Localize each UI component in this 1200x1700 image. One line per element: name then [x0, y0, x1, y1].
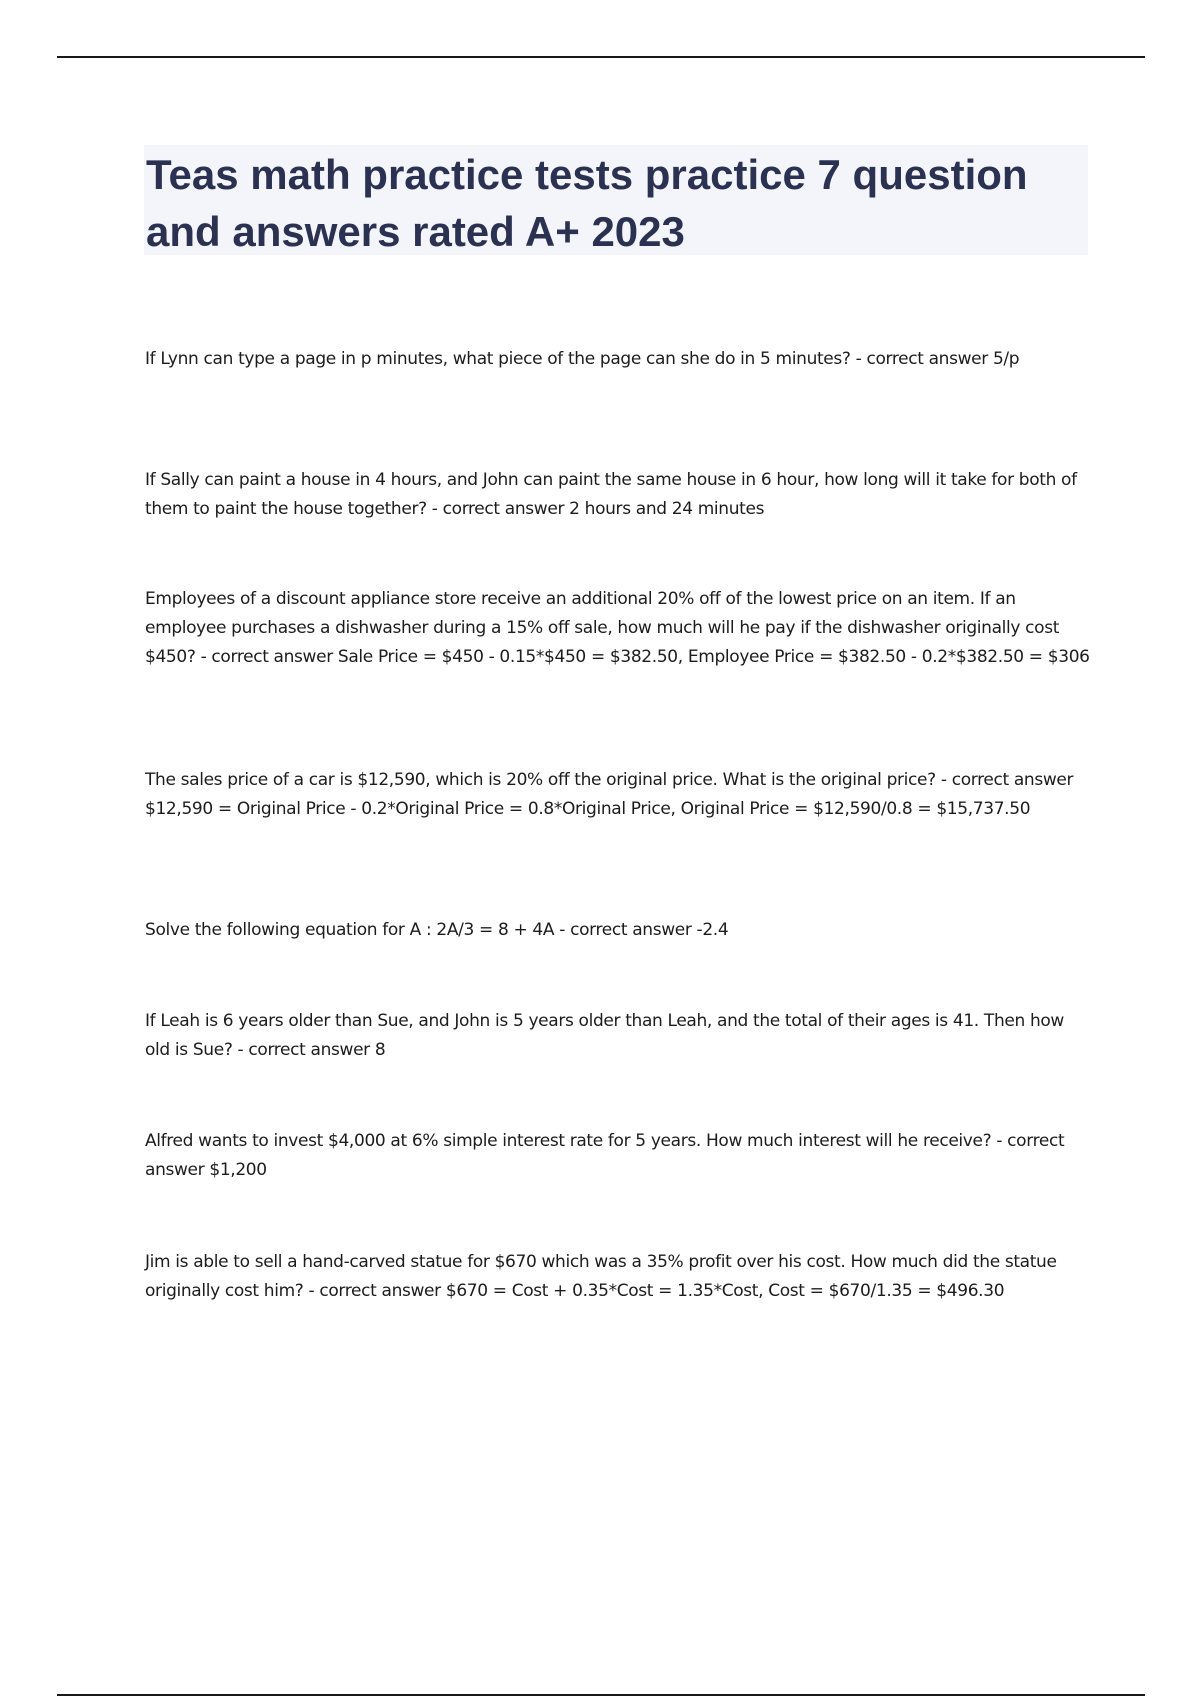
top-rule: [57, 56, 1145, 58]
qa-item-5: Solve the following equation for A : 2A/3 = 8 + 4A - correct answer -2.4: [145, 920, 729, 940]
page-title: Teas math practice tests practice 7 question and answers rated A+ 2023: [146, 151, 1028, 255]
qa-item-1: If Lynn can type a page in p minutes, what piece of the page can she do in 5 minutes? - correct answer 5/p: [145, 349, 1020, 369]
bottom-rule: [57, 1694, 1145, 1696]
qa-item-4: The sales price of a car is $12,590, which is 20% off the original price. What is the original price? - correct answer $12,590 = Original Price - 0.2*Original Price = 0.8*Original Price, Original Price = $12,590/0.8 = $15,737.50: [145, 770, 1074, 819]
qa-item-3: Employees of a discount appliance store receive an additional 20% off of the lowest price on an item. If an employee purchases a dishwasher during a 15% off sale, how much will he pay if the dishwasher originally cost $450? - correct answer Sale Price = $450 - 0.15*$450 = $382.50, Employee Price = $382.50 - 0.2*$382.50 = $306: [145, 589, 1090, 667]
qa-item-6: If Leah is 6 years older than Sue, and John is 5 years older than Leah, and the total of their ages is 41. Then how old is Sue? - correct answer 8: [145, 1011, 1064, 1060]
qa-item-8: Jim is able to sell a hand-carved statue for $670 which was a 35% profit over his cost. How much did the statue originally cost him? - correct answer $670 = Cost + 0.35*Cost = 1.35*Cost, Cost = $670/1.35 = $496.30: [145, 1252, 1057, 1301]
qa-item-7: Alfred wants to invest $4,000 at 6% simple interest rate for 5 years. How much interest will he receive? - correct answer $1,200: [145, 1131, 1065, 1180]
qa-item-2: If Sally can paint a house in 4 hours, and John can paint the same house in 6 hour, how long will it take for both of them to paint the house together? - correct answer 2 hours and 24 minutes: [145, 470, 1077, 519]
